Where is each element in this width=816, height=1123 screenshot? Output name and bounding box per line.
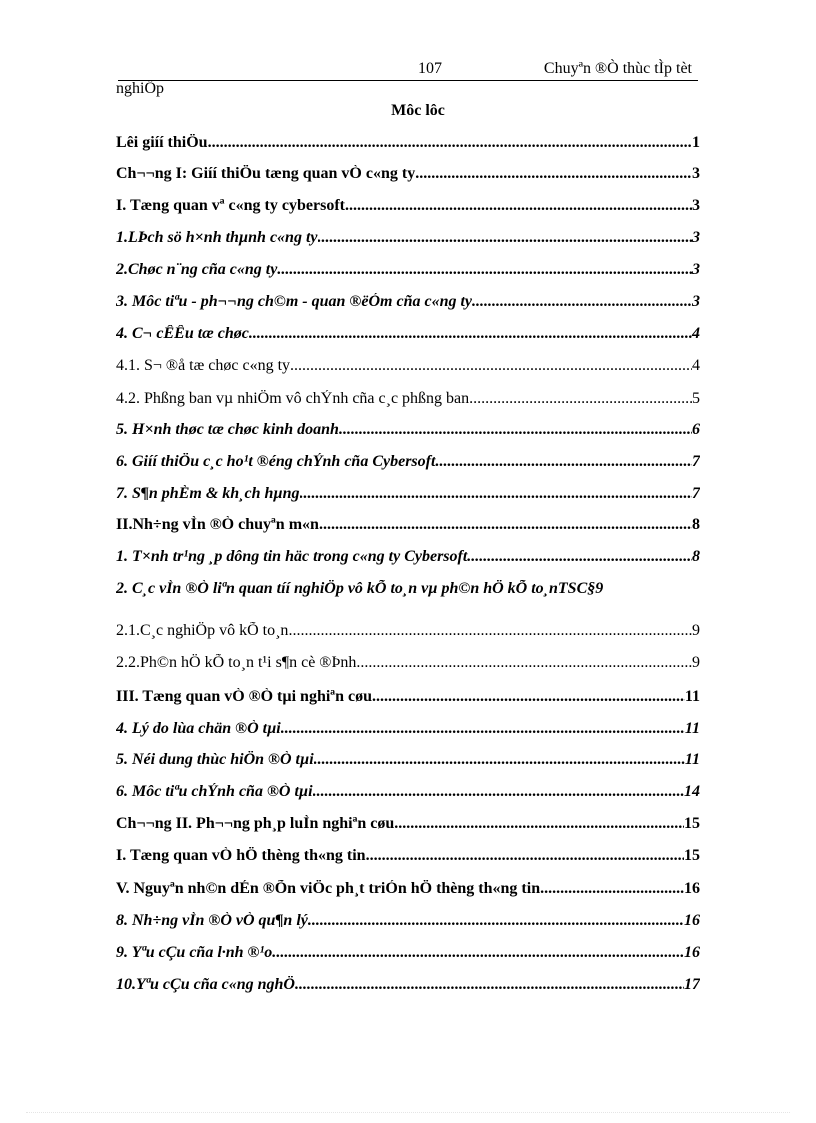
toc-entry: [116, 325, 700, 347]
toc-entry-page: 8: [692, 516, 700, 533]
toc-entry-page: 3: [692, 229, 700, 246]
toc-dot-leader: [276, 944, 684, 962]
toc-entry-page: 11: [684, 720, 700, 737]
toc-entry: [116, 976, 700, 998]
toc-entry-title: 3. Môc tiªu - ph¬¬ng ch©m - quan ®ëÓm cña c«ng ty: [116, 293, 473, 310]
header-title-continuation: nghiÖp: [116, 80, 164, 97]
toc-entry-page: 9: [595, 580, 604, 597]
toc-entry-page: 3: [692, 293, 700, 310]
toc-dot-leader: [372, 688, 685, 706]
toc-entry-page: 3: [692, 197, 700, 214]
toc-entry: [116, 357, 700, 379]
toc-dot-leader: [290, 357, 692, 375]
toc-entry: [116, 261, 700, 283]
header-title: Chuyªn ®Ò thùc tÌp tèt: [543, 60, 692, 77]
toc-entry-page: 15: [684, 815, 700, 832]
toc-entry-title: 5. Néi dung thùc hiÖn ®Ò tµi: [116, 751, 314, 768]
toc-entry: [116, 944, 700, 966]
toc-entry-page: 6: [692, 421, 700, 438]
toc-entry-page: 9: [692, 654, 700, 671]
toc-dot-leader: [366, 847, 684, 865]
toc-entry: [116, 622, 700, 644]
toc-entry-page: 16: [684, 912, 700, 929]
toc-entry-title: III. Tæng quan vÒ ®Ò tµi nghiªn cøu: [116, 688, 372, 705]
toc-entry-page: 5: [692, 390, 700, 407]
toc-entry-page: 8: [692, 548, 700, 565]
toc-entry-page: 11: [684, 751, 700, 768]
toc-entry: [116, 751, 700, 773]
toc-entry-page: 7: [692, 453, 700, 470]
toc-entry-title: 1.LÞch sö h×nh thµnh c«ng ty: [116, 229, 318, 246]
toc-entry-title: 2.Chøc n¨ng cña c«ng ty: [116, 261, 278, 278]
toc-entry-title: 5. H×nh thøc tæ chøc kinh doanh: [116, 421, 339, 438]
toc-dot-leader: [277, 261, 692, 279]
toc-dot-leader: [435, 453, 692, 471]
toc-entry: [116, 548, 700, 570]
toc-dot-leader: [540, 880, 684, 898]
toc-dot-leader: [288, 622, 692, 640]
toc-entry-title: 2.1.C¸c nghiÖp vô kÕ to¸n: [116, 622, 289, 639]
toc-dot-leader: [314, 751, 685, 769]
toc-entry: [116, 165, 700, 187]
toc-dot-leader: [345, 197, 692, 215]
toc-entry-page: 16: [684, 880, 700, 897]
toc-entry-title: 2.2.Ph©n hÖ kÕ to¸n t¹i s¶n cè ®Þnh: [116, 654, 357, 671]
toc-entry: [116, 654, 700, 676]
toc-entry: [116, 293, 700, 315]
toc-entry-page: 11: [684, 688, 700, 705]
toc-entry-page: 3: [692, 261, 700, 278]
page-bottom-edge: [26, 1112, 790, 1113]
page-header: [118, 58, 698, 81]
toc-entry-page: 4: [692, 357, 700, 374]
toc-entry-page: 15: [684, 847, 700, 864]
toc-entry: [116, 134, 700, 156]
toc-dot-leader: [308, 912, 684, 930]
toc-entry: [116, 197, 700, 219]
toc-entry: [116, 516, 700, 538]
toc-entry-title: 9. Yªu cÇu cña l·nh ®¹o.: [116, 944, 277, 961]
toc-dot-leader: [472, 293, 692, 311]
toc-entry-title: 4.1. S¬ ®å tæ chøc c«ng ty: [116, 357, 291, 374]
toc-entry-title: I. Tæng quan vª c«ng ty cybersoft: [116, 197, 345, 214]
toc-dot-leader: [249, 325, 692, 343]
toc-entry-page: 14: [684, 783, 700, 800]
toc-entry-page: 3: [692, 165, 700, 182]
toc-entry-title: 4. C¬ cÊÊu tæ chøc: [116, 325, 249, 342]
toc-dot-leader: [415, 165, 692, 183]
toc-entry-title: 1. T×nh tr¹ng ¸p dông tin häc trong c«ng ty Cybersoft: [116, 548, 468, 565]
toc-entry-page: 16: [684, 944, 700, 961]
header-page-number: 107: [418, 60, 442, 77]
toc-entry-title: II.Nh÷ng vÌn ®Ò chuyªn m«n: [116, 516, 319, 533]
toc-entry-title: V. Nguyªn nh©n dÉn ®Õn viÖc ph¸t triÓn hÖ thèng th«ng tin: [116, 880, 541, 897]
toc-entry-title: Ch¬¬ng I: Giíí thiÖu tæng quan vÒ c«ng ty: [116, 165, 416, 182]
toc-entry: [116, 485, 700, 507]
toc-entry: [116, 880, 700, 902]
toc-entry-title: 8. Nh÷ng vÌn ®Ò vÒ qu¶n lý: [116, 912, 308, 929]
toc-entry-title: Ch¬¬ng II. Ph¬¬ng ph¸p luÌn nghiªn cøu: [116, 815, 395, 832]
toc-dot-leader: [208, 134, 692, 152]
toc-entry: [116, 688, 700, 710]
toc-entry-page: 1: [692, 134, 700, 151]
toc-entry-title: I. Tæng quan vÒ hÖ thèng th«ng tin: [116, 847, 366, 864]
toc-dot-leader: [300, 485, 693, 503]
toc-dot-leader: [394, 815, 684, 833]
toc-entry-title: 6. Giíí thiÖu c¸c ho¹t ®éng chÝnh cña Cybersoft: [116, 453, 436, 470]
toc-dot-leader: [319, 516, 692, 534]
toc-dot-leader: [313, 783, 684, 801]
toc-entry: [116, 912, 700, 934]
toc-dot-leader: [318, 229, 693, 247]
toc-entry: [116, 390, 700, 412]
toc-entry: [116, 453, 700, 475]
toc-entry-page: 9: [692, 622, 700, 639]
toc-entry: [116, 421, 700, 443]
toc-dot-leader: [469, 390, 692, 408]
toc-entry-title: 4.2. Phßng ban vµ nhiÖm vô chÝnh cña c¸c phßng ban: [116, 390, 470, 407]
toc-entry-title: 6. Môc tiªu chÝnh cña ®Ò tµi: [116, 783, 313, 800]
toc-entry: [116, 580, 700, 602]
toc-title: Môc lôc: [391, 102, 445, 119]
toc-dot-leader: [281, 720, 685, 738]
toc-entry: [116, 815, 700, 837]
toc-entry-page: 7: [692, 485, 700, 502]
toc-entry: [116, 229, 700, 251]
toc-entry-title: 7. S¶n phÈm & kh¸ch hµng: [116, 485, 300, 502]
toc-entry: [116, 783, 700, 805]
toc-entry: [116, 847, 700, 869]
toc-entry-title: 4. Lý do lùa chän ®Ò tµi: [116, 720, 281, 737]
toc-entry-title: Lêi giíí thiÖu: [116, 134, 208, 151]
toc-entry-page: 4: [692, 325, 700, 342]
toc-dot-leader: [467, 548, 692, 566]
toc-entry-title: 10.Yªu cÇu cña c«ng nghÖ: [116, 976, 295, 993]
toc-dot-leader: [339, 421, 692, 439]
toc-entry-page: 17: [684, 976, 700, 993]
toc-dot-leader: [356, 654, 692, 672]
toc-entry-title: 2. C¸c vÌn ®Ò liªn quan tíí nghiÖp vô kÕ to¸n vµ ph©n hÖ kÕ to¸nTSC§: [116, 580, 596, 597]
toc-entry: [116, 720, 700, 742]
toc-dot-leader: [295, 976, 684, 994]
